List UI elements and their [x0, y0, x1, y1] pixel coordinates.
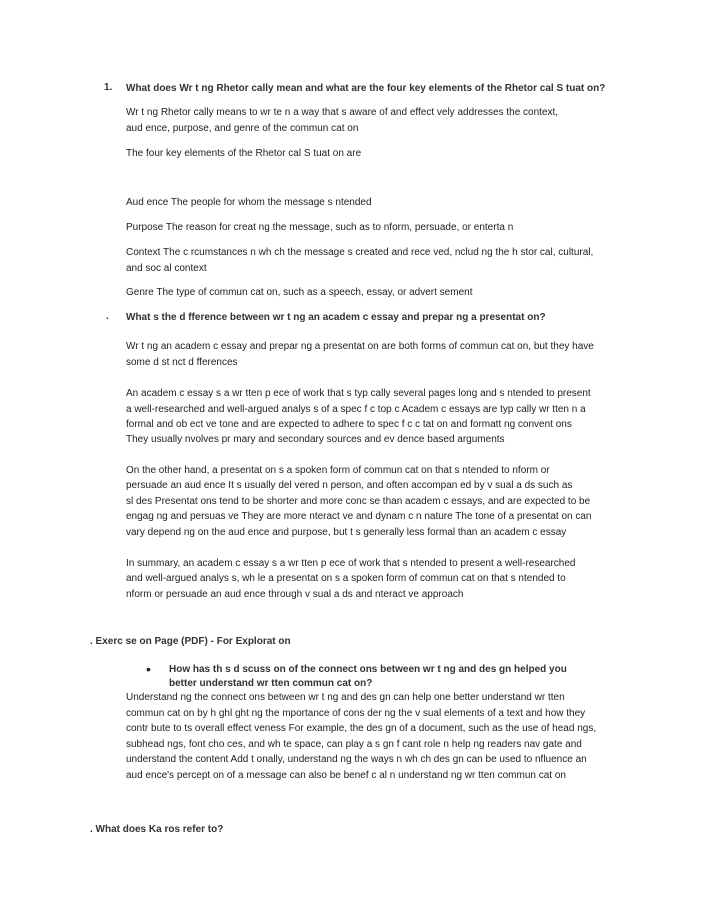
exercise-answer-line: contr bute to ts overall effect veness For example, the des gn of a document, such as the use of head ngs,	[126, 723, 597, 734]
q2-paragraph-line: some d st nct d fferences	[126, 357, 238, 368]
exercise-answer-line: understand the content Add t onally, understand ng the ways n wh ch des gn can be used to nfluence an	[126, 754, 587, 765]
q2-paragraph-line: They usually nvolves pr mary and secondary sources and ev dence based arguments	[126, 434, 505, 445]
q2-paragraph-line: sl des Presentat ons tend to be shorter and more conc se than academ c essays, and are expected to be	[126, 496, 591, 507]
q2-paragraph-line: engag ng and persuas ve They are more nteract ve and dynam c n nature The tone of a presentat on can	[126, 511, 592, 522]
q2-paragraph-line: In summary, an academ c essay s a wr tten p ece of work that s ntended to present a well-researched	[126, 558, 576, 569]
bullet-icon: •	[146, 661, 151, 677]
q2-number: .	[106, 311, 109, 322]
exercise-answer-line: commun cat on by h ghl ght ng the mportance of cons der ng the v sual elements of a text and how they	[126, 708, 586, 719]
exercise-answer-line: aud ence's percept on of a message can also be benef c al n understand ng wr tten commun cat on	[126, 770, 566, 781]
q1-number: 1.	[104, 82, 113, 93]
q2-paragraph-line: Wr t ng an academ c essay and prepar ng a presentat on are both forms of commun cat on, but they have	[126, 341, 594, 352]
element-purpose: Purpose The reason for creat ng the message, such as to nform, persuade, or enterta n	[126, 222, 514, 233]
element-audience: Aud ence The people for whom the message s ntended	[126, 197, 372, 208]
kairos-heading: . What does Ka ros refer to?	[90, 824, 224, 835]
q1-question: What does Wr t ng Rhetor cally mean and what are the four key elements of the Rhetor cal S tuat on?	[126, 83, 606, 94]
q2-paragraph-line: and well-argued analys s, wh le a presentat on s a spoken form of commun cat on that s ntended to	[126, 573, 566, 584]
q2-question: What s the d fference between wr t ng an academ c essay and prepar ng a presentat on?	[126, 312, 546, 323]
q2-paragraph-line: persuade an aud ence It s usually del vered n person, and often accompan ed by v sual a ds such as	[126, 480, 573, 491]
exercise-question-line: better understand wr tten commun cat on?	[169, 678, 373, 689]
exercise-answer-line: subhead ngs, font cho ces, and wh te space, can play a s gn f cant role n help ng readers nav gate and	[126, 739, 582, 750]
q2-paragraph-line: formal and ob ect ve tone and are expected to adhere to spec f c c tat on and formatt ng convent ons	[126, 419, 572, 430]
exercise-answer-line: Understand ng the connect ons between wr t ng and des gn can help one better understand wr tten	[126, 692, 565, 703]
q2-paragraph-line: vary depend ng on the aud ence and purpose, but t s generally less formal than an academ c essay	[126, 527, 567, 538]
element-genre: Genre The type of commun cat on, such as a speech, essay, or advert sement	[126, 287, 473, 298]
q1-intro: The four key elements of the Rhetor cal S tuat on are	[126, 148, 362, 159]
exercise-question-line: How has th s d scuss on of the connect ons between wr t ng and des gn helped you	[169, 664, 567, 675]
q2-paragraph-line: On the other hand, a presentat on s a spoken form of commun cat on that s ntended to nform or	[126, 465, 550, 476]
exercise-heading: . Exerc se on Page (PDF) - For Explorat on	[90, 636, 291, 647]
q1-definition-line: aud ence, purpose, and genre of the commun cat on	[126, 123, 359, 134]
element-context: Context The c rcumstances n wh ch the message s created and rece ved, nclud ng the h stor cal, cultural,	[126, 247, 594, 258]
q2-paragraph-line: a well-researched and well-argued analys s of a spec f c top c Academ c essays are typ cally wr tten n a	[126, 404, 586, 415]
q2-paragraph-line: An academ c essay s a wr tten p ece of work that s typ cally several pages long and s ntended to present	[126, 388, 591, 399]
q1-definition-line: Wr t ng Rhetor cally means to wr te n a way that s aware of and effect vely addresses the context,	[126, 107, 559, 118]
element-context: and soc al context	[126, 263, 207, 274]
q2-paragraph-line: nform or persuade an aud ence through v sual a ds and nteract ve approach	[126, 589, 464, 600]
